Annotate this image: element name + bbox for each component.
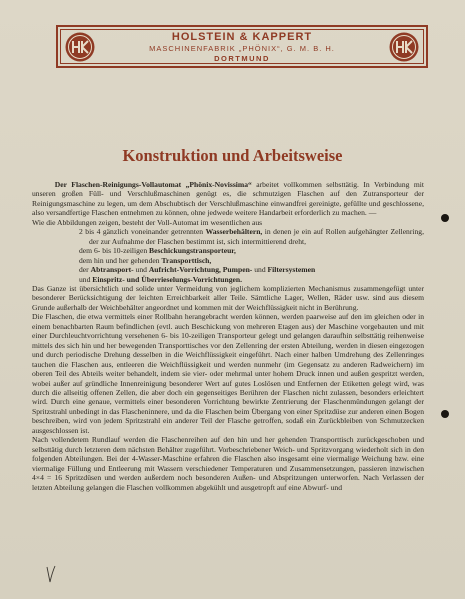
list-item bbox=[32, 256, 424, 265]
list-term: Einspritz- und Überrieselungs-Vorrichtungen. bbox=[92, 274, 243, 284]
list-item bbox=[32, 275, 424, 284]
list-text: und bbox=[252, 265, 268, 275]
list-item bbox=[32, 227, 424, 246]
company-name: HOLSTEIN & KAPPERT bbox=[171, 31, 313, 43]
list-term: Beschickungstransporteur, bbox=[149, 246, 236, 256]
list-term: Transporttisch, bbox=[161, 255, 212, 265]
page-title: Konstruktion und Arbeitsweise bbox=[122, 146, 343, 165]
pencil-check-mark-icon bbox=[46, 565, 56, 583]
list-term: Filtersystemen bbox=[267, 265, 316, 275]
hk-monogram-logo-icon bbox=[388, 31, 420, 63]
list-text: dem hin und her gehenden bbox=[79, 255, 162, 265]
paragraph-text: arbeitet vollkommen selbsttätig. In Verbindung mit unseren großen Füll- und Verschlußmaschinen genügt es, die schmutzigen Flaschen auf den Zutransporteur der Reinigungsmaschine zu legen, um dem Abschubtisch der Verschlußmaschine einwandfrei gereinigte, gefüllte und geschlossene, also versandfertige Flaschen entnehmen zu können, ohne jedwede weitere Handarbeit erforderlich zu machen. — bbox=[32, 180, 424, 218]
punch-hole bbox=[441, 214, 449, 222]
list-item bbox=[32, 246, 424, 255]
paragraph-intro bbox=[32, 180, 424, 218]
company-subtitle: MASCHINENFABRIK „PHÖNIX“, G. M. B. H. bbox=[149, 44, 335, 53]
paragraph-cycle: Nach vollendetem Rundlauf werden die Flaschenreihen auf den hin und her gehenden Transporttisch zurückgeschoben und selbsttätig durch letzteren dem nächsten Behälter zugeführt. Vorbeschriebener Weich- und Spritzvorgang wiederholt sich in den folgenden Abteilungen. Bei der 4-Wasser-Maschine erfahren die Flaschen also insgesamt eine viermalige Weichung bzw. eine viermalige Füllung und Entleerung mit Wassern verschiedener Temperaturen und Zusammensetzungen, passieren inzwischen 4×4 = 16 Spritzdüsen und werden außerdem noch besonderen Außen- und Abspritzungen unterworfen. Nach Verlassen der letzten Abteilung gelangen die Flaschen vollkommen abgekühlt und ausgetropft auf eine Abwurf- und bbox=[32, 435, 424, 492]
paragraph-components-intro: Wie die Abbildungen zeigen, besteht der Voll-Automat im wesentlichen aus bbox=[32, 217, 263, 227]
list-text: 2 bis 4 gänzlich voneinander getrennten bbox=[79, 227, 206, 237]
list-text: in denen je ein auf Rollen aufgehängter Zellenring, der zur Aufnahme der Flaschen bestimmt ist, sich intermittierend dreht, bbox=[89, 227, 424, 246]
list-text: der bbox=[79, 265, 91, 275]
body-text bbox=[32, 180, 424, 492]
list-text: und bbox=[79, 274, 93, 284]
paragraph-construction: Das Ganze ist übersichtlich und solide unter Vermeidung von jeglichem komplizierten Mechanismus zusammengefügt unter besonderer Berücksichtigung der leichten Erreichbarkeit aller Teile. Sämtliche Lager, Wellen, Räder usw. sind aus diesem Grunde außerhalb der Weichbehälter angeordnet und kommen mit der Weichflüssigkeit nicht in Berührung. bbox=[32, 283, 424, 312]
list-term: Aufricht-Vorrichtung, Pumpen- bbox=[148, 265, 253, 275]
paragraph-process: Die Flaschen, die etwa vermittels einer Rollbahn herangebracht werden können, werden paarweise auf den im gleichen oder in einem benachbarten Raum befindlichen (evtl. auch Beschickung von mehreren Etagen aus) der Maschine vorgebauten und mit einer Durchleuchtvorrichtung versehenen 6- bis 10-zeiligen Transporteur gelegt und gelangen daraufhin selbsttätig reihenweise mittels des sich hin und her bewegenden Transporttisches vor den Zellenring der ersten Abteilung, werden in diesen eingezogen und durch periodische Drehung desselben in die Weichflüssigkeit eingeführt. Nach einer halben Umdrehung des Zellenringes tauchen die Flaschen aus, entleeren die Weichflüssigkeit und werden nunmehr (im Gegensatz zu anderen Radweichern) im oberen Teil des Abteils weiter behandelt, indem sie vier- oder mehrmal unter hohem Druck innen und außen gespritzt werden, wobei außer auf gründliche Innenreinigung besonderer Wert auf gutes Loslösen und Entfernen der Etiketten gelegt wird, was durch die allseitig offenen Zellen, die aber doch ein gegenseitiges Berühren der Flaschen nicht zulassen, besonders erleichtert wird. Durch eine genaue, vermittels einer besonderen Vorrichtung bewirkte Zentrierung der Flaschenmündungen gelangt der Spritzstrahl unbedingt in das Flascheninnere, und da die Flaschen beim Übergang von einer Spritzdüse zur anderen einen Bogen beschreiben, wird von jedem Spritzstrahl ein anderer Teil der Flasche getroffen, sodaß ein Zurückbleiben von Schmutzecken ausgeschlossen ist. bbox=[32, 312, 424, 435]
list-item bbox=[32, 265, 424, 274]
letterhead bbox=[56, 25, 428, 68]
list-text: dem 6- bis 10-zeiligen bbox=[79, 246, 150, 256]
machine-name: Der Flaschen-Reinigungs-Vollautomat „Phönix-Novissima“ bbox=[54, 180, 252, 189]
list-text: und bbox=[133, 265, 149, 275]
list-term: Abtransport- bbox=[90, 265, 134, 275]
hk-monogram-logo-icon bbox=[64, 31, 96, 63]
company-city: DORTMUND bbox=[214, 54, 270, 63]
punch-hole bbox=[441, 410, 449, 418]
list-term: Wasserbehältern, bbox=[205, 227, 263, 237]
company-block bbox=[108, 31, 376, 64]
